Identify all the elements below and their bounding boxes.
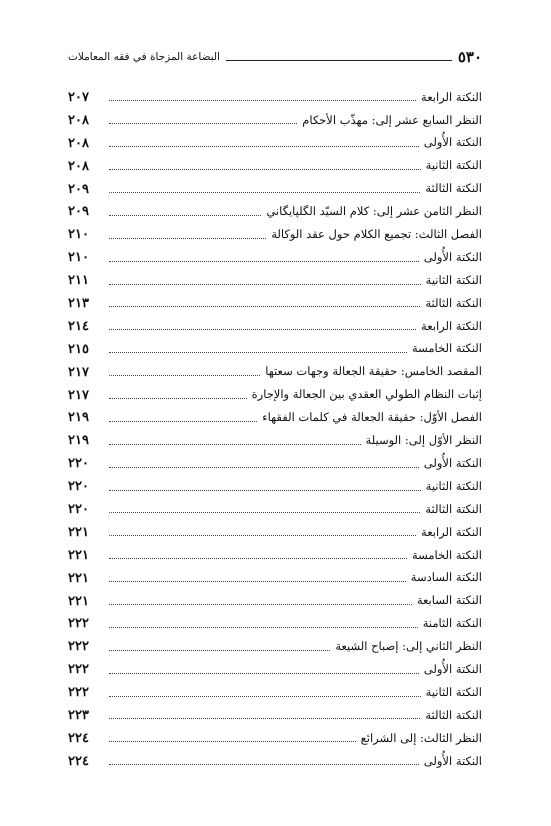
- toc-entry-page: ٢٠٧: [68, 89, 89, 105]
- toc-entry: [68, 178, 482, 201]
- toc-entry: [68, 361, 482, 384]
- toc-entry: [68, 704, 482, 727]
- toc-entry-title: الفصل الثالث: تجميع الكلام حول عقد الوكالة: [271, 227, 482, 242]
- toc-entry-page: ٢٢١: [68, 524, 89, 540]
- toc-entry-page: ٢٢٢: [68, 639, 89, 655]
- toc-entry-title: النظر السابع عشر إلى: مهذّب الأحكام: [302, 112, 482, 127]
- toc-entry-title: النكتة الأُولى: [423, 661, 482, 676]
- toc-entry-page: ٢١١: [68, 273, 89, 289]
- toc-entry-page: ٢١٧: [68, 364, 89, 380]
- toc-entry-title: النكتة الثالثة: [425, 295, 482, 310]
- toc-entry: [68, 315, 482, 338]
- toc-entry-title: النكتة الرابعة: [421, 89, 482, 104]
- toc-entry: [68, 155, 482, 178]
- toc-entry-page: ٢٠٨: [68, 112, 89, 128]
- toc-entry-title: النكتة السابعة: [416, 593, 482, 608]
- toc-entry-page: ٢٠٨: [68, 135, 89, 151]
- leader-dots: [109, 122, 297, 124]
- leader-dots: [109, 717, 420, 719]
- toc-entry-title: النكتة الخامسة: [411, 547, 482, 562]
- page-header: [68, 46, 482, 68]
- leader-dots: [109, 260, 419, 262]
- leader-dots: [109, 626, 418, 628]
- toc-entry-title: النكتة الثامنة: [422, 616, 482, 631]
- toc-entry: [68, 338, 482, 361]
- toc-entry-title: النظر الثالث: إلى الشرائع: [360, 730, 482, 745]
- toc-entry-page: ٢٠٩: [68, 204, 89, 220]
- toc-entry: [68, 544, 482, 567]
- toc-entry-page: ٢٢١: [68, 570, 89, 586]
- toc-entry-page: ٢٢٠: [68, 479, 89, 495]
- leader-dots: [109, 443, 361, 445]
- toc-entry-title: النكتة الأُولى: [423, 455, 482, 470]
- leader-dots: [109, 763, 419, 765]
- leader-dots: [109, 374, 260, 376]
- toc-entry-page: ٢١٩: [68, 410, 89, 426]
- toc-entry-title: النكتة الثالثة: [425, 181, 482, 196]
- book-title: البضاعة المزجاة في فقه المعاملات: [68, 50, 220, 63]
- toc-entry-title: النكتة الثالثة: [425, 501, 482, 516]
- leader-dots: [109, 99, 416, 101]
- toc-entry-title: النظر الثاني إلى: إصباح الشيعة: [335, 639, 482, 654]
- toc-entry-title: الفصل الأوّل: حقيقة الجعالة في كلمات الفقهاء: [262, 410, 482, 425]
- toc-entry-title: النكتة الأُولى: [423, 135, 482, 150]
- toc-entry-page: ٢١٩: [68, 433, 89, 449]
- toc-entry: [68, 406, 482, 429]
- toc-entry: [68, 612, 482, 635]
- toc-entry: [68, 223, 482, 246]
- leader-dots: [109, 466, 419, 468]
- toc-entry-title: النكتة الرابعة: [421, 318, 482, 333]
- toc-entry-title: النكتة الأُولى: [423, 753, 482, 768]
- toc-entry-page: ٢٢٣: [68, 707, 89, 723]
- toc-entry: [68, 269, 482, 292]
- toc-entry: [68, 200, 482, 223]
- leader-dots: [109, 351, 407, 353]
- toc-entry: [68, 246, 482, 269]
- toc-entry-title: النكتة الخامسة: [411, 341, 482, 356]
- toc-entry-page: ٢٢١: [68, 547, 89, 563]
- toc-entry-page: ٢٢٠: [68, 501, 89, 517]
- leader-dots: [109, 603, 412, 605]
- toc-entry-title: النكتة الثانية: [425, 478, 482, 493]
- leader-dots: [109, 145, 419, 147]
- toc-entry-page: ٢١٥: [68, 341, 89, 357]
- toc-entry-page: ٢٢١: [68, 593, 89, 609]
- toc-entry-title: النكتة الثانية: [425, 272, 482, 287]
- toc-entry-title: النكتة الثانية: [425, 158, 482, 173]
- toc-entry: [68, 521, 482, 544]
- toc-entry-page: ٢١٠: [68, 227, 89, 243]
- toc-entry-title: المقصد الخامس: حقيقة الجعالة وجهات سعتها: [265, 364, 482, 379]
- toc-entry: [68, 498, 482, 521]
- toc-entry: [68, 475, 482, 498]
- toc-entry-title: النكتة الثانية: [425, 684, 482, 699]
- leader-dots: [109, 397, 247, 399]
- toc-entry: [68, 567, 482, 590]
- toc-entry-page: ٢٢٢: [68, 685, 89, 701]
- header-rule: [226, 60, 452, 61]
- toc-entry: [68, 727, 482, 750]
- leader-dots: [109, 283, 421, 285]
- toc-entry-title: النكتة الرابعة: [421, 524, 482, 539]
- leader-dots: [109, 489, 421, 491]
- toc-entry-title: إثبات النظام الطولي العقدي بين الجعالة والإجارة: [251, 387, 482, 402]
- toc-entry-title: النكتة السادسة: [410, 570, 482, 585]
- toc-entry-page: ٢١٤: [68, 318, 89, 334]
- toc-entry: [68, 109, 482, 132]
- toc-entry-page: ٢٢٠: [68, 456, 89, 472]
- toc-entry: [68, 590, 482, 613]
- leader-dots: [109, 168, 421, 170]
- toc-entry-page: ٢١٠: [68, 250, 89, 266]
- toc-entry-page: ٢١٣: [68, 295, 89, 311]
- leader-dots: [109, 237, 266, 239]
- toc-entry-title: النظر الأوّل إلى: الوسيلة: [365, 433, 482, 448]
- leader-dots: [109, 695, 421, 697]
- toc-entry-page: ٢١٧: [68, 387, 89, 403]
- leader-dots: [109, 534, 416, 536]
- toc-entry-page: ٢٢٢: [68, 662, 89, 678]
- toc-entry: [68, 132, 482, 155]
- toc-entry-title: النكتة الأُولى: [423, 249, 482, 264]
- toc-entry-title: النكتة الثالثة: [425, 707, 482, 722]
- leader-dots: [109, 580, 406, 582]
- leader-dots: [109, 557, 407, 559]
- toc-entry: [68, 452, 482, 475]
- leader-dots: [109, 328, 416, 330]
- toc-entry: [68, 658, 482, 681]
- toc-entry: [68, 292, 482, 315]
- leader-dots: [109, 649, 330, 651]
- leader-dots: [109, 191, 420, 193]
- toc-entry: [68, 635, 482, 658]
- leader-dots: [109, 305, 420, 307]
- toc-entry: [68, 86, 482, 109]
- toc-entry: [68, 429, 482, 452]
- toc-entry-page: ٢٢٤: [68, 753, 89, 769]
- leader-dots: [109, 511, 420, 513]
- toc-entry-page: ٢٠٨: [68, 158, 89, 174]
- toc-entry-page: ٢٢٢: [68, 616, 89, 632]
- toc-entry: [68, 750, 482, 773]
- leader-dots: [109, 420, 257, 422]
- page-number: ٥٣٠: [457, 47, 482, 66]
- leader-dots: [109, 672, 419, 674]
- toc-entry-page: ٢٢٤: [68, 730, 89, 746]
- toc-entry-title: النظر الثامن عشر إلى: كلام السيّد الگلپايگاني: [266, 204, 482, 219]
- toc-entry: [68, 384, 482, 407]
- toc-entry-page: ٢٠٩: [68, 181, 89, 197]
- table-of-contents: [68, 86, 482, 773]
- leader-dots: [109, 214, 261, 216]
- toc-entry: [68, 681, 482, 704]
- leader-dots: [109, 740, 356, 742]
